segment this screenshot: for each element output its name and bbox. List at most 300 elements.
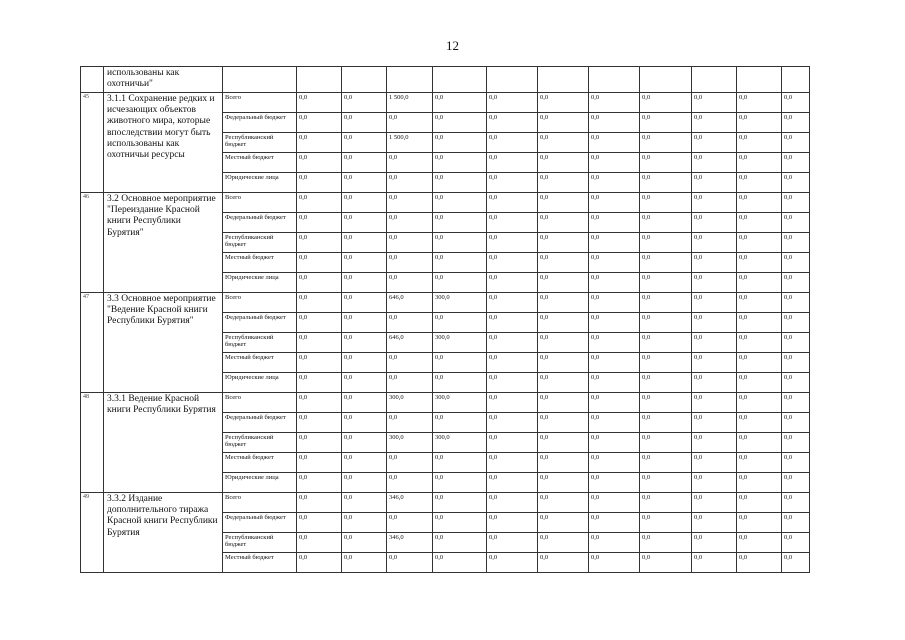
value-cell: 0,0: [737, 373, 782, 393]
row-number-cell: [81, 67, 104, 93]
value-cell: 0,0: [342, 533, 387, 553]
value-cell: 0,0: [342, 173, 387, 193]
funding-source-cell: Юридические лица: [223, 173, 297, 193]
value-cell: [342, 67, 387, 93]
value-cell: 0,0: [433, 173, 487, 193]
value-cell: 0,0: [692, 193, 737, 213]
funding-source-cell: Республиканский бюджет: [223, 233, 297, 253]
value-cell: 0,0: [487, 313, 538, 333]
value-cell: 0,0: [297, 553, 342, 573]
value-cell: 0,0: [538, 233, 589, 253]
value-cell: 0,0: [297, 93, 342, 113]
value-cell: 0,0: [387, 353, 433, 373]
value-cell: [433, 67, 487, 93]
value-cell: 0,0: [387, 553, 433, 573]
value-cell: 0,0: [782, 333, 810, 353]
value-cell: 0,0: [737, 113, 782, 133]
value-cell: 0,0: [342, 433, 387, 453]
value-cell: 0,0: [640, 393, 692, 413]
value-cell: 0,0: [640, 453, 692, 473]
value-cell: 0,0: [297, 353, 342, 373]
value-cell: 0,0: [433, 513, 487, 533]
value-cell: 300,0: [387, 393, 433, 413]
value-cell: 0,0: [737, 513, 782, 533]
value-cell: 1 500,0: [387, 93, 433, 113]
value-cell: 0,0: [433, 253, 487, 273]
value-cell: 0,0: [487, 273, 538, 293]
value-cell: 0,0: [737, 273, 782, 293]
value-cell: 0,0: [342, 453, 387, 473]
value-cell: 0,0: [640, 193, 692, 213]
value-cell: 0,0: [737, 213, 782, 233]
value-cell: 0,0: [538, 493, 589, 513]
value-cell: 0,0: [692, 133, 737, 153]
value-cell: 1 500,0: [387, 133, 433, 153]
value-cell: 0,0: [589, 313, 640, 333]
value-cell: 0,0: [297, 413, 342, 433]
funding-source-cell: Федеральный бюджет: [223, 313, 297, 333]
value-cell: 0,0: [640, 433, 692, 453]
value-cell: 0,0: [297, 113, 342, 133]
value-cell: 0,0: [692, 513, 737, 533]
funding-source-cell: Юридические лица: [223, 373, 297, 393]
value-cell: 0,0: [640, 233, 692, 253]
activity-name-cell: использованы как охотничьи": [104, 67, 223, 93]
value-cell: 300,0: [433, 333, 487, 353]
value-cell: 0,0: [433, 313, 487, 333]
value-cell: 0,0: [342, 393, 387, 413]
value-cell: 0,0: [433, 193, 487, 213]
value-cell: 0,0: [640, 113, 692, 133]
funding-source-cell: Всего: [223, 93, 297, 113]
budget-table: [80, 66, 810, 573]
value-cell: 0,0: [297, 153, 342, 173]
value-cell: 0,0: [487, 393, 538, 413]
funding-source-cell: Всего: [223, 193, 297, 213]
value-cell: 0,0: [433, 353, 487, 373]
value-cell: 0,0: [782, 393, 810, 413]
funding-source-cell: Республиканский бюджет: [223, 533, 297, 553]
value-cell: 0,0: [387, 453, 433, 473]
value-cell: 0,0: [297, 253, 342, 273]
value-cell: 0,0: [782, 413, 810, 433]
value-cell: 0,0: [737, 433, 782, 453]
value-cell: 0,0: [342, 373, 387, 393]
value-cell: 0,0: [692, 433, 737, 453]
row-number-cell: 46: [81, 193, 104, 293]
value-cell: 346,0: [387, 533, 433, 553]
value-cell: 0,0: [737, 133, 782, 153]
value-cell: 0,0: [589, 533, 640, 553]
value-cell: 0,0: [640, 333, 692, 353]
value-cell: 0,0: [433, 413, 487, 433]
value-cell: 0,0: [297, 333, 342, 353]
row-number-cell: 48: [81, 393, 104, 493]
value-cell: 0,0: [297, 233, 342, 253]
row-number-cell: 45: [81, 93, 104, 193]
value-cell: 0,0: [538, 553, 589, 573]
value-cell: 0,0: [387, 413, 433, 433]
value-cell: 0,0: [297, 293, 342, 313]
value-cell: 0,0: [297, 393, 342, 413]
value-cell: 0,0: [782, 533, 810, 553]
value-cell: 0,0: [538, 313, 589, 333]
value-cell: 0,0: [433, 213, 487, 233]
value-cell: 0,0: [692, 473, 737, 493]
value-cell: 0,0: [782, 373, 810, 393]
value-cell: 0,0: [538, 333, 589, 353]
value-cell: 0,0: [342, 313, 387, 333]
funding-source-cell: Республиканский бюджет: [223, 433, 297, 453]
value-cell: 0,0: [589, 173, 640, 193]
value-cell: 0,0: [782, 353, 810, 373]
value-cell: 0,0: [387, 173, 433, 193]
value-cell: 0,0: [487, 113, 538, 133]
value-cell: 0,0: [589, 433, 640, 453]
value-cell: [737, 67, 782, 93]
value-cell: 0,0: [342, 473, 387, 493]
value-cell: 0,0: [538, 213, 589, 233]
value-cell: 0,0: [487, 493, 538, 513]
value-cell: 0,0: [640, 533, 692, 553]
value-cell: 0,0: [297, 273, 342, 293]
value-cell: 0,0: [692, 353, 737, 373]
value-cell: 0,0: [297, 433, 342, 453]
funding-source-cell: Местный бюджет: [223, 353, 297, 373]
value-cell: 0,0: [538, 193, 589, 213]
value-cell: 0,0: [487, 553, 538, 573]
value-cell: 0,0: [342, 233, 387, 253]
value-cell: 0,0: [640, 493, 692, 513]
activity-name-cell: 3.3.2 Издание дополнительного тиража Красной книги Республики Бурятия: [104, 493, 223, 573]
value-cell: 0,0: [782, 493, 810, 513]
value-cell: [387, 67, 433, 93]
value-cell: 0,0: [387, 513, 433, 533]
value-cell: 0,0: [538, 393, 589, 413]
value-cell: 0,0: [692, 93, 737, 113]
value-cell: 0,0: [538, 173, 589, 193]
value-cell: 646,0: [387, 333, 433, 353]
table-row: [81, 193, 810, 213]
funding-source-cell: Федеральный бюджет: [223, 213, 297, 233]
value-cell: 0,0: [433, 473, 487, 493]
value-cell: 0,0: [297, 453, 342, 473]
value-cell: 300,0: [387, 433, 433, 453]
table-row: [81, 393, 810, 413]
value-cell: 0,0: [589, 353, 640, 373]
value-cell: 0,0: [737, 533, 782, 553]
value-cell: 0,0: [297, 493, 342, 513]
value-cell: 0,0: [589, 93, 640, 113]
value-cell: 0,0: [589, 553, 640, 573]
value-cell: 0,0: [640, 293, 692, 313]
value-cell: 0,0: [342, 133, 387, 153]
value-cell: 0,0: [737, 493, 782, 513]
value-cell: [640, 67, 692, 93]
value-cell: 0,0: [487, 413, 538, 433]
value-cell: 0,0: [342, 253, 387, 273]
value-cell: 0,0: [342, 93, 387, 113]
value-cell: 0,0: [589, 213, 640, 233]
value-cell: 0,0: [433, 533, 487, 553]
funding-source-cell: [223, 67, 297, 93]
value-cell: 0,0: [387, 153, 433, 173]
activity-name-cell: 3.1.1 Сохранение редких и исчезающих объектов животного мира, которые впоследствии могут быть использованы как охотничьи ресурсы: [104, 93, 223, 193]
value-cell: 0,0: [782, 133, 810, 153]
value-cell: 0,0: [640, 313, 692, 333]
funding-source-cell: Местный бюджет: [223, 553, 297, 573]
value-cell: 0,0: [589, 493, 640, 513]
value-cell: 0,0: [589, 293, 640, 313]
value-cell: 0,0: [538, 133, 589, 153]
value-cell: 0,0: [387, 473, 433, 493]
value-cell: 300,0: [433, 393, 487, 413]
value-cell: 0,0: [589, 333, 640, 353]
value-cell: 0,0: [487, 173, 538, 193]
value-cell: 0,0: [640, 413, 692, 433]
value-cell: 0,0: [692, 333, 737, 353]
value-cell: 0,0: [387, 113, 433, 133]
value-cell: 0,0: [737, 473, 782, 493]
value-cell: 0,0: [692, 233, 737, 253]
value-cell: 0,0: [692, 533, 737, 553]
value-cell: 0,0: [297, 473, 342, 493]
value-cell: 0,0: [342, 553, 387, 573]
value-cell: 0,0: [342, 513, 387, 533]
value-cell: 0,0: [433, 153, 487, 173]
value-cell: 0,0: [589, 473, 640, 493]
value-cell: 0,0: [640, 153, 692, 173]
value-cell: 0,0: [387, 273, 433, 293]
value-cell: 0,0: [640, 273, 692, 293]
value-cell: 0,0: [782, 173, 810, 193]
value-cell: 0,0: [782, 213, 810, 233]
value-cell: 0,0: [692, 293, 737, 313]
value-cell: 0,0: [433, 113, 487, 133]
row-number-cell: 49: [81, 493, 104, 573]
funding-source-cell: Федеральный бюджет: [223, 513, 297, 533]
value-cell: 0,0: [640, 513, 692, 533]
value-cell: 0,0: [589, 513, 640, 533]
value-cell: 0,0: [692, 453, 737, 473]
value-cell: 0,0: [737, 173, 782, 193]
value-cell: 0,0: [433, 273, 487, 293]
value-cell: 0,0: [692, 493, 737, 513]
funding-source-cell: Местный бюджет: [223, 253, 297, 273]
value-cell: 0,0: [737, 233, 782, 253]
value-cell: 0,0: [487, 193, 538, 213]
value-cell: [538, 67, 589, 93]
value-cell: 0,0: [589, 193, 640, 213]
value-cell: 0,0: [782, 193, 810, 213]
value-cell: 0,0: [692, 373, 737, 393]
value-cell: 0,0: [692, 213, 737, 233]
funding-source-cell: Всего: [223, 493, 297, 513]
value-cell: 0,0: [433, 133, 487, 153]
value-cell: 0,0: [433, 553, 487, 573]
value-cell: 0,0: [692, 113, 737, 133]
value-cell: 0,0: [692, 393, 737, 413]
value-cell: 0,0: [487, 213, 538, 233]
value-cell: 0,0: [692, 413, 737, 433]
value-cell: 0,0: [538, 353, 589, 373]
value-cell: 0,0: [737, 353, 782, 373]
value-cell: 0,0: [538, 113, 589, 133]
value-cell: 0,0: [589, 153, 640, 173]
value-cell: 0,0: [538, 293, 589, 313]
value-cell: 0,0: [782, 313, 810, 333]
value-cell: 0,0: [640, 173, 692, 193]
value-cell: 0,0: [640, 253, 692, 273]
page-number: 12: [446, 38, 459, 53]
value-cell: 0,0: [538, 433, 589, 453]
value-cell: 0,0: [538, 533, 589, 553]
value-cell: 0,0: [342, 413, 387, 433]
value-cell: 0,0: [737, 153, 782, 173]
value-cell: 0,0: [589, 393, 640, 413]
value-cell: 300,0: [433, 293, 487, 313]
value-cell: 646,0: [387, 293, 433, 313]
value-cell: 0,0: [640, 473, 692, 493]
value-cell: 0,0: [640, 93, 692, 113]
value-cell: 0,0: [538, 453, 589, 473]
value-cell: 0,0: [487, 473, 538, 493]
value-cell: 0,0: [692, 313, 737, 333]
value-cell: 0,0: [737, 553, 782, 573]
value-cell: 0,0: [297, 513, 342, 533]
value-cell: 0,0: [589, 413, 640, 433]
value-cell: 0,0: [589, 233, 640, 253]
value-cell: 0,0: [387, 253, 433, 273]
value-cell: 0,0: [297, 173, 342, 193]
value-cell: 0,0: [342, 333, 387, 353]
value-cell: 0,0: [589, 373, 640, 393]
row-number-cell: 47: [81, 293, 104, 393]
value-cell: 0,0: [297, 133, 342, 153]
value-cell: 0,0: [487, 513, 538, 533]
value-cell: 0,0: [433, 233, 487, 253]
value-cell: 0,0: [487, 93, 538, 113]
activity-name-cell: 3.3.1 Ведение Красной книги Республики Бурятия: [104, 393, 223, 493]
value-cell: 0,0: [782, 473, 810, 493]
value-cell: 0,0: [487, 533, 538, 553]
value-cell: 300,0: [433, 433, 487, 453]
value-cell: 0,0: [589, 453, 640, 473]
value-cell: 0,0: [782, 433, 810, 453]
value-cell: 0,0: [387, 213, 433, 233]
value-cell: 0,0: [487, 333, 538, 353]
value-cell: 0,0: [737, 413, 782, 433]
value-cell: [297, 67, 342, 93]
value-cell: [589, 67, 640, 93]
value-cell: 0,0: [692, 173, 737, 193]
value-cell: 0,0: [538, 373, 589, 393]
value-cell: 0,0: [589, 133, 640, 153]
continuation-row: [81, 67, 810, 93]
value-cell: 0,0: [297, 213, 342, 233]
value-cell: 0,0: [342, 213, 387, 233]
value-cell: 0,0: [737, 453, 782, 473]
value-cell: 0,0: [640, 373, 692, 393]
value-cell: 0,0: [737, 393, 782, 413]
value-cell: 0,0: [487, 233, 538, 253]
value-cell: 0,0: [640, 353, 692, 373]
value-cell: 0,0: [342, 293, 387, 313]
value-cell: 0,0: [589, 273, 640, 293]
value-cell: 0,0: [433, 453, 487, 473]
value-cell: 0,0: [433, 93, 487, 113]
funding-source-cell: Республиканский бюджет: [223, 333, 297, 353]
value-cell: 0,0: [342, 193, 387, 213]
table-row: [81, 93, 810, 113]
value-cell: 0,0: [538, 153, 589, 173]
funding-source-cell: Республиканский бюджет: [223, 133, 297, 153]
value-cell: 0,0: [782, 153, 810, 173]
value-cell: 0,0: [692, 253, 737, 273]
value-cell: 0,0: [737, 313, 782, 333]
value-cell: 0,0: [782, 553, 810, 573]
value-cell: 0,0: [782, 513, 810, 533]
value-cell: 0,0: [538, 513, 589, 533]
value-cell: 0,0: [387, 313, 433, 333]
value-cell: [782, 67, 810, 93]
value-cell: 0,0: [737, 193, 782, 213]
value-cell: 346,0: [387, 493, 433, 513]
value-cell: 0,0: [487, 293, 538, 313]
value-cell: 0,0: [433, 373, 487, 393]
table-row: [81, 493, 810, 513]
value-cell: 0,0: [782, 293, 810, 313]
activity-name-cell: 3.2 Основное мероприятие "Переиздание Красной книги Республики Бурятия": [104, 193, 223, 293]
table-row: [81, 293, 810, 313]
value-cell: 0,0: [782, 113, 810, 133]
value-cell: 0,0: [538, 93, 589, 113]
funding-source-cell: Федеральный бюджет: [223, 113, 297, 133]
value-cell: 0,0: [297, 373, 342, 393]
value-cell: 0,0: [297, 313, 342, 333]
funding-source-cell: Местный бюджет: [223, 153, 297, 173]
value-cell: 0,0: [487, 353, 538, 373]
activity-name-cell: 3.3 Основное мероприятие "Ведение Красной книги Республики Бурятия": [104, 293, 223, 393]
value-cell: 0,0: [342, 273, 387, 293]
value-cell: 0,0: [782, 253, 810, 273]
funding-source-cell: Местный бюджет: [223, 453, 297, 473]
value-cell: 0,0: [387, 373, 433, 393]
value-cell: 0,0: [782, 93, 810, 113]
value-cell: 0,0: [737, 333, 782, 353]
value-cell: 0,0: [538, 273, 589, 293]
value-cell: 0,0: [692, 153, 737, 173]
value-cell: 0,0: [589, 113, 640, 133]
funding-source-cell: Федеральный бюджет: [223, 413, 297, 433]
value-cell: 0,0: [538, 473, 589, 493]
value-cell: 0,0: [782, 233, 810, 253]
value-cell: 0,0: [589, 253, 640, 273]
value-cell: 0,0: [487, 133, 538, 153]
value-cell: 0,0: [387, 233, 433, 253]
value-cell: 0,0: [782, 453, 810, 473]
value-cell: 0,0: [737, 293, 782, 313]
value-cell: 0,0: [737, 253, 782, 273]
value-cell: 0,0: [640, 553, 692, 573]
value-cell: 0,0: [737, 93, 782, 113]
value-cell: 0,0: [487, 373, 538, 393]
value-cell: 0,0: [342, 353, 387, 373]
value-cell: 0,0: [487, 433, 538, 453]
value-cell: 0,0: [342, 113, 387, 133]
value-cell: 0,0: [692, 553, 737, 573]
table-body: [81, 67, 810, 573]
